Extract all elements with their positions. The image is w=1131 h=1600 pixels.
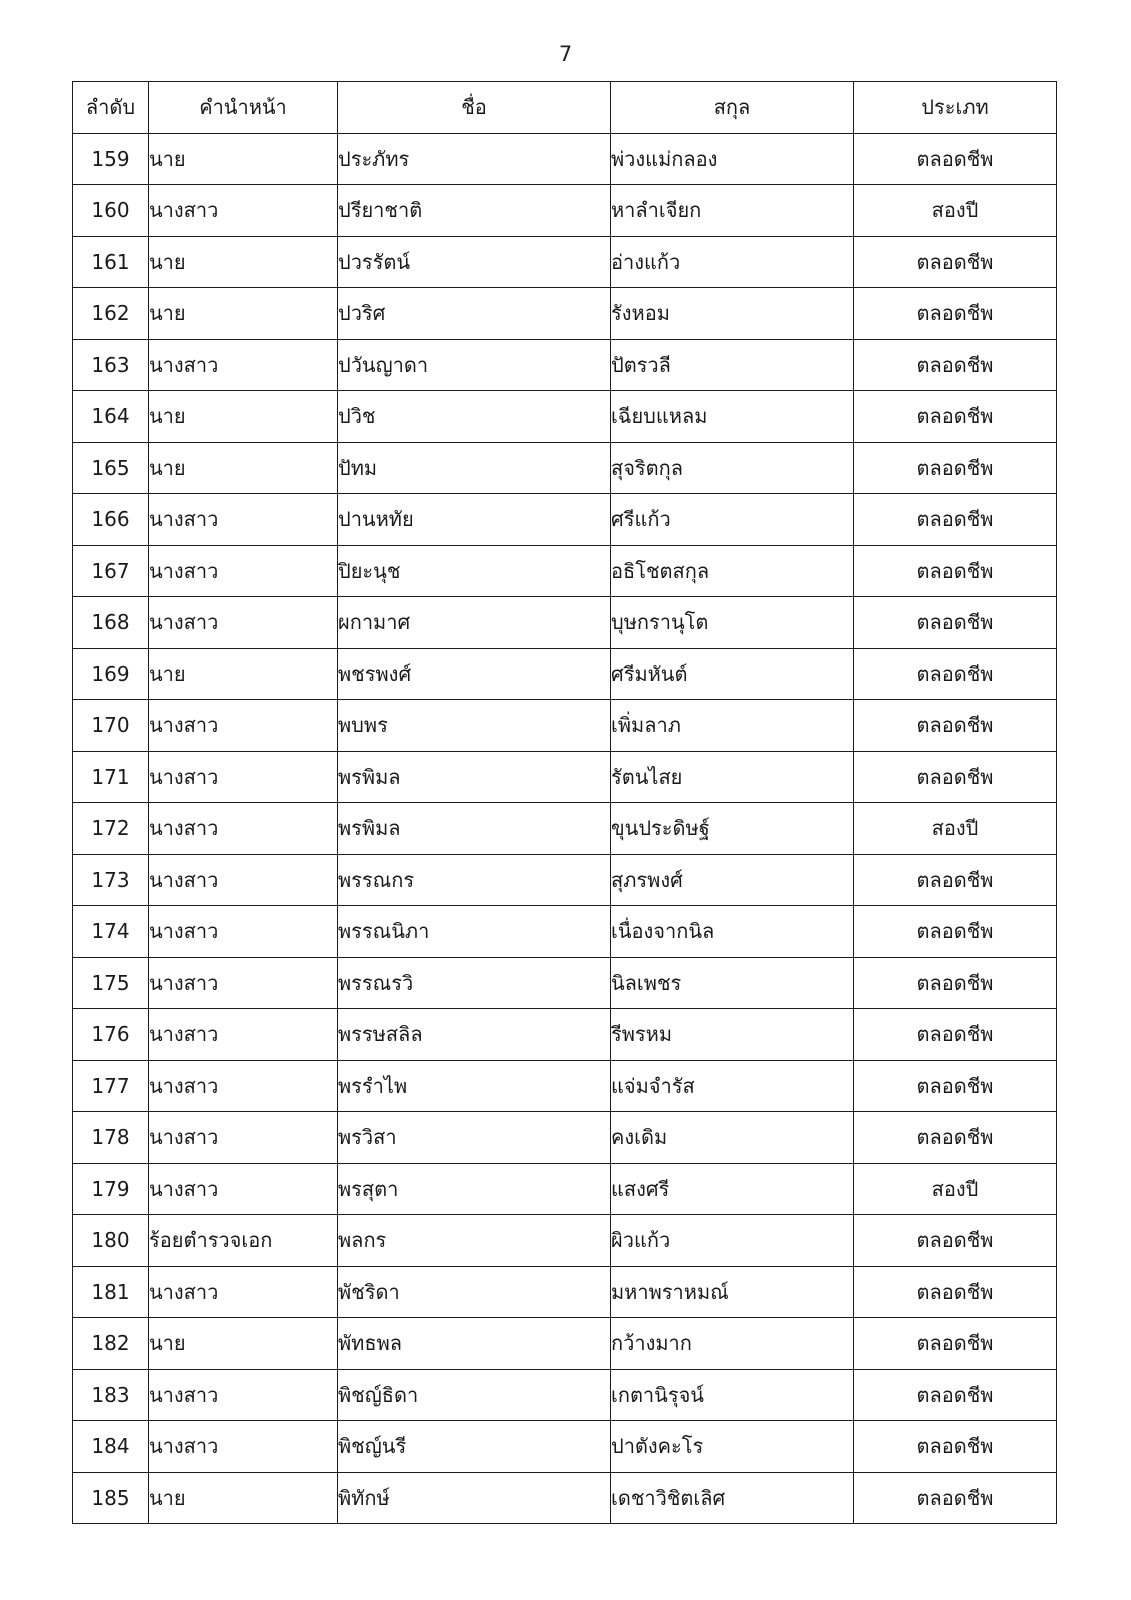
cell-surname: ปัตรวลี: [611, 339, 854, 391]
cell-prefix: นางสาว: [149, 803, 338, 855]
cell-order: 163: [73, 339, 149, 391]
cell-type: ตลอดชีพ: [854, 957, 1057, 1009]
cell-order: 177: [73, 1060, 149, 1112]
cell-order: 184: [73, 1421, 149, 1473]
cell-surname: รัตนไสย: [611, 751, 854, 803]
cell-prefix: นางสาว: [149, 597, 338, 649]
cell-prefix: นางสาว: [149, 1369, 338, 1421]
cell-type: ตลอดชีพ: [854, 1472, 1057, 1524]
cell-prefix: นาย: [149, 288, 338, 340]
header-type: ประเภท: [854, 82, 1057, 134]
cell-first-name: พรพิมล: [338, 803, 611, 855]
cell-surname: แสงศรี: [611, 1163, 854, 1215]
table-row: [73, 648, 1057, 700]
cell-order: 179: [73, 1163, 149, 1215]
cell-order: 172: [73, 803, 149, 855]
cell-order: 160: [73, 185, 149, 237]
cell-order: 164: [73, 391, 149, 443]
table-body: [73, 133, 1057, 1524]
cell-surname: กว้างมาก: [611, 1318, 854, 1370]
page-number: 7: [558, 42, 573, 66]
cell-order: 183: [73, 1369, 149, 1421]
cell-surname: เนื่องจากนิล: [611, 906, 854, 958]
cell-prefix: ร้อยตำรวจเอก: [149, 1215, 338, 1267]
cell-type: ตลอดชีพ: [854, 236, 1057, 288]
table-row: [73, 1163, 1057, 1215]
cell-surname: เพิ่มลาภ: [611, 700, 854, 752]
table-row: [73, 185, 1057, 237]
cell-surname: ผิวแก้ว: [611, 1215, 854, 1267]
cell-type: ตลอดชีพ: [854, 700, 1057, 752]
cell-surname: เฉียบแหลม: [611, 391, 854, 443]
cell-type: ตลอดชีพ: [854, 133, 1057, 185]
table-row: [73, 1112, 1057, 1164]
cell-type: สองปี: [854, 803, 1057, 855]
cell-first-name: พบพร: [338, 700, 611, 752]
cell-first-name: ปานหทัย: [338, 494, 611, 546]
cell-surname: นิลเพชร: [611, 957, 854, 1009]
cell-prefix: นางสาว: [149, 1421, 338, 1473]
cell-first-name: พัทธพล: [338, 1318, 611, 1370]
cell-surname: มหาพราหมณ์: [611, 1266, 854, 1318]
cell-prefix: นางสาว: [149, 545, 338, 597]
cell-first-name: ปวิช: [338, 391, 611, 443]
cell-order: 180: [73, 1215, 149, 1267]
cell-surname: บุษกรานุโต: [611, 597, 854, 649]
cell-order: 165: [73, 442, 149, 494]
cell-prefix: นาย: [149, 648, 338, 700]
cell-first-name: พรรณรวิ: [338, 957, 611, 1009]
table-row: [73, 700, 1057, 752]
cell-type: ตลอดชีพ: [854, 339, 1057, 391]
cell-order: 175: [73, 957, 149, 1009]
cell-surname: คงเดิม: [611, 1112, 854, 1164]
cell-order: 166: [73, 494, 149, 546]
cell-first-name: ผกามาศ: [338, 597, 611, 649]
table-row: [73, 339, 1057, 391]
cell-first-name: พรรำไพ: [338, 1060, 611, 1112]
cell-prefix: นางสาว: [149, 854, 338, 906]
cell-order: 167: [73, 545, 149, 597]
table-row: [73, 442, 1057, 494]
cell-order: 171: [73, 751, 149, 803]
cell-type: ตลอดชีพ: [854, 1318, 1057, 1370]
cell-prefix: นางสาว: [149, 1163, 338, 1215]
cell-prefix: นางสาว: [149, 1060, 338, 1112]
cell-prefix: นางสาว: [149, 339, 338, 391]
table-row: [73, 1421, 1057, 1473]
cell-order: 174: [73, 906, 149, 958]
cell-first-name: พรรณนิภา: [338, 906, 611, 958]
cell-type: ตลอดชีพ: [854, 494, 1057, 546]
table-row: [73, 597, 1057, 649]
cell-first-name: ปรียาชาติ: [338, 185, 611, 237]
cell-first-name: พชรพงศ์: [338, 648, 611, 700]
cell-first-name: ปิยะนุช: [338, 545, 611, 597]
cell-surname: รีพรหม: [611, 1009, 854, 1061]
cell-prefix: นาย: [149, 236, 338, 288]
cell-order: 178: [73, 1112, 149, 1164]
cell-order: 176: [73, 1009, 149, 1061]
cell-order: 168: [73, 597, 149, 649]
cell-type: สองปี: [854, 185, 1057, 237]
cell-prefix: นาย: [149, 442, 338, 494]
cell-type: ตลอดชีพ: [854, 1369, 1057, 1421]
table-row: [73, 751, 1057, 803]
cell-first-name: พรพิมล: [338, 751, 611, 803]
cell-type: ตลอดชีพ: [854, 1009, 1057, 1061]
cell-surname: แจ่มจำรัส: [611, 1060, 854, 1112]
cell-surname: พ่วงแม่กลอง: [611, 133, 854, 185]
cell-surname: รังหอม: [611, 288, 854, 340]
cell-first-name: ปวันญาดา: [338, 339, 611, 391]
cell-type: ตลอดชีพ: [854, 1421, 1057, 1473]
table-row: [73, 1060, 1057, 1112]
cell-type: ตลอดชีพ: [854, 597, 1057, 649]
table-row: [73, 288, 1057, 340]
cell-order: 185: [73, 1472, 149, 1524]
cell-first-name: ปวรรัตน์: [338, 236, 611, 288]
cell-first-name: ปวริศ: [338, 288, 611, 340]
header-prefix: คำนำหน้า: [149, 82, 338, 134]
table-row: [73, 1472, 1057, 1524]
cell-surname: เกตานิรุจน์: [611, 1369, 854, 1421]
cell-type: ตลอดชีพ: [854, 648, 1057, 700]
cell-prefix: นางสาว: [149, 751, 338, 803]
table-row: [73, 236, 1057, 288]
cell-prefix: นางสาว: [149, 906, 338, 958]
cell-first-name: ประภัทร: [338, 133, 611, 185]
cell-first-name: พลกร: [338, 1215, 611, 1267]
cell-type: ตลอดชีพ: [854, 442, 1057, 494]
table-row: [73, 1369, 1057, 1421]
cell-prefix: นางสาว: [149, 1009, 338, 1061]
table-row: [73, 906, 1057, 958]
cell-first-name: พรสุตา: [338, 1163, 611, 1215]
header-order: ลำดับ: [73, 82, 149, 134]
cell-prefix: นางสาว: [149, 494, 338, 546]
table-row: [73, 803, 1057, 855]
cell-prefix: นาย: [149, 1472, 338, 1524]
cell-surname: เดชาวิชิตเลิศ: [611, 1472, 854, 1524]
cell-prefix: นาย: [149, 1318, 338, 1370]
cell-prefix: นาย: [149, 133, 338, 185]
cell-order: 182: [73, 1318, 149, 1370]
cell-type: ตลอดชีพ: [854, 1060, 1057, 1112]
cell-surname: อธิโชตสกุล: [611, 545, 854, 597]
cell-type: ตลอดชีพ: [854, 1266, 1057, 1318]
cell-type: ตลอดชีพ: [854, 751, 1057, 803]
cell-surname: หาลำเจียก: [611, 185, 854, 237]
member-table: [72, 81, 1057, 1524]
table-row: [73, 391, 1057, 443]
table-row: [73, 1215, 1057, 1267]
cell-prefix: นาย: [149, 391, 338, 443]
cell-type: ตลอดชีพ: [854, 906, 1057, 958]
cell-prefix: นางสาว: [149, 957, 338, 1009]
cell-first-name: พรรษสลิล: [338, 1009, 611, 1061]
cell-type: ตลอดชีพ: [854, 1112, 1057, 1164]
cell-type: ตลอดชีพ: [854, 545, 1057, 597]
cell-surname: ปาตังคะโร: [611, 1421, 854, 1473]
table-row: [73, 545, 1057, 597]
table-row: [73, 494, 1057, 546]
cell-prefix: นางสาว: [149, 700, 338, 752]
cell-prefix: นางสาว: [149, 1266, 338, 1318]
cell-prefix: นางสาว: [149, 185, 338, 237]
cell-first-name: พรวิสา: [338, 1112, 611, 1164]
cell-surname: ขุนประดิษฐ์: [611, 803, 854, 855]
cell-first-name: พิทักษ์: [338, 1472, 611, 1524]
cell-type: ตลอดชีพ: [854, 854, 1057, 906]
cell-surname: สุภรพงศ์: [611, 854, 854, 906]
cell-order: 173: [73, 854, 149, 906]
cell-order: 161: [73, 236, 149, 288]
table-row: [73, 1318, 1057, 1370]
cell-first-name: พัชริดา: [338, 1266, 611, 1318]
cell-type: ตลอดชีพ: [854, 1215, 1057, 1267]
cell-first-name: พรรณกร: [338, 854, 611, 906]
cell-order: 162: [73, 288, 149, 340]
table-row: [73, 133, 1057, 185]
cell-type: ตลอดชีพ: [854, 288, 1057, 340]
cell-order: 170: [73, 700, 149, 752]
cell-surname: สุจริตกุล: [611, 442, 854, 494]
cell-first-name: พิชญ์ธิดา: [338, 1369, 611, 1421]
table-row: [73, 1009, 1057, 1061]
table-row: [73, 854, 1057, 906]
table-header-row: [73, 82, 1057, 134]
cell-prefix: นางสาว: [149, 1112, 338, 1164]
cell-first-name: ปัทม: [338, 442, 611, 494]
cell-type: สองปี: [854, 1163, 1057, 1215]
table-row: [73, 957, 1057, 1009]
cell-order: 169: [73, 648, 149, 700]
cell-order: 159: [73, 133, 149, 185]
table-row: [73, 1266, 1057, 1318]
header-first-name: ชื่อ: [338, 82, 611, 134]
cell-surname: ศรีมหันต์: [611, 648, 854, 700]
cell-first-name: พิชญ์นรี: [338, 1421, 611, 1473]
header-surname: สกุล: [611, 82, 854, 134]
cell-surname: อ่างแก้ว: [611, 236, 854, 288]
cell-surname: ศรีแก้ว: [611, 494, 854, 546]
cell-order: 181: [73, 1266, 149, 1318]
cell-type: ตลอดชีพ: [854, 391, 1057, 443]
